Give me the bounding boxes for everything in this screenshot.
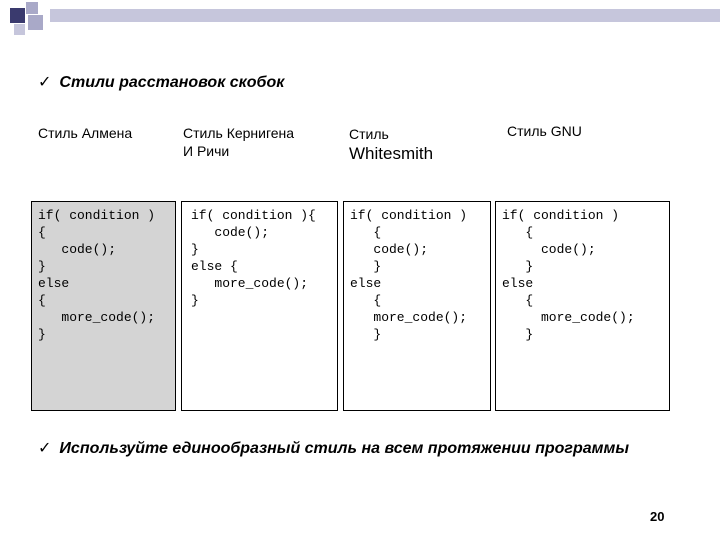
- decor-square-dark: [10, 8, 25, 23]
- code-box-gnu: [495, 201, 670, 411]
- title-bullet: [38, 72, 284, 92]
- page-number: 20: [650, 509, 665, 524]
- header-kr-line1: Стиль Кернигена: [183, 125, 295, 141]
- decor-bar: [50, 9, 720, 22]
- slide-title: Стили расстановок скобок: [59, 74, 285, 91]
- header-gnu-line1: Стиль GNU: [507, 123, 582, 139]
- check-icon: ✓: [38, 72, 52, 91]
- header-gnu: [507, 122, 582, 140]
- header-allman: [38, 124, 132, 142]
- decor-square-light: [14, 24, 25, 35]
- code-gnu: if( condition ) { code(); } else { more_code(); }: [502, 208, 635, 342]
- code-whitesmith: if( condition ) { code(); } else { more_code(); }: [350, 208, 468, 342]
- code-box-whitesmith: [343, 201, 491, 411]
- header-kr: [183, 124, 294, 160]
- code-box-allman: [31, 201, 176, 411]
- footer-note: Используйте единообразный стиль на всем протяжении программы: [59, 440, 629, 457]
- header-allman-line1: Стиль Алмена: [38, 125, 133, 141]
- check-icon: ✓: [38, 438, 52, 457]
- code-kr: if( condition ){ code(); } else { more_code(); }: [191, 208, 316, 308]
- decor-square-light: [28, 15, 43, 30]
- code-box-kr: [181, 201, 338, 411]
- header-kr-line2: И Ричи: [183, 143, 230, 159]
- footer-bullet: [38, 438, 629, 458]
- header-decoration: [0, 0, 720, 50]
- header-whitesmith-line1: Стиль: [349, 126, 389, 142]
- header-whitesmith-line2: Whitesmith: [349, 144, 434, 163]
- code-allman: if( condition ) { code(); } else { more_code(); }: [38, 208, 156, 342]
- decor-square-light: [26, 2, 38, 14]
- header-whitesmith: [349, 125, 433, 163]
